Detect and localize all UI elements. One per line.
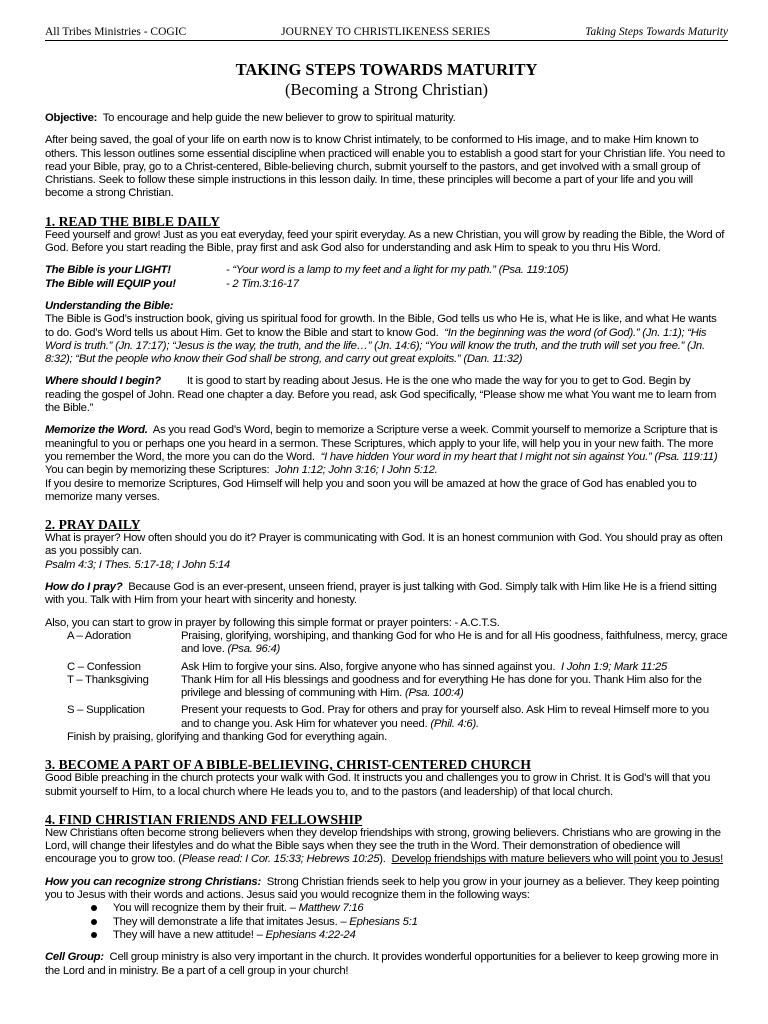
list-item [45, 916, 728, 929]
memorize-tail: You can begin by memorizing these Scriptures: [45, 464, 270, 477]
section-3-heading: 3. BECOME A PART OF A BIBLE-BELIEVING, CHRIST-CENTERED CHURCH [45, 757, 531, 773]
recognize-text: Strong Christian friends seek to help you grow in your journey as a believer. They keep pointing you to Jesus with their words and actions. Jesus said you would recognize them in the following ways: [45, 875, 720, 902]
how-pray-label: How do I pray? [45, 581, 123, 594]
acts-item [67, 630, 728, 657]
understanding-text: The Bible is God’s instruction book, giving us spiritual food for growth. In the Bible, God tells us who He is, what He is like, and what He wants to do. God’s Word tells us about Him. Get to know the Bible and start to know God. [45, 313, 717, 339]
memorize-refs: John 1:12; John 3:16; I John 5:12. [275, 464, 438, 477]
fellowship-close: ). [379, 853, 386, 866]
memorize-label: Memorize the Word. [45, 424, 148, 437]
header-ministry: All Tribes Ministries - COGIC [45, 26, 187, 38]
acts-ref: (Psa. 100:4) [404, 687, 464, 700]
recognize-list [45, 902, 728, 942]
acts-letter: S – Supplication [67, 704, 145, 717]
fellowship-text: New Christians often become strong believers when they develop friendships with strong, growing believers. Christians who are growing in the Lord, will change their lifestyles and do what the Bible says when they see the truth in the Word. Their demonstration of obedience will encourage you to grow too. ( [45, 826, 721, 866]
verse-label: The Bible is your LIGHT! [45, 264, 171, 277]
how-pray-text: Because God is an ever-present, unseen friend, prayer is just talking with God. Simply talk with Him like He is a friend sitting with you. Talk with Him from your heart with sincerity and honesty. [45, 581, 717, 607]
memorize-paragraph-2: If you desire to memorize Scriptures, God Himself will help you and soon you will be amazed at how the grace of God has enabled you to memorize many verses. [45, 477, 697, 503]
recognize-paragraph [45, 876, 728, 903]
cell-group-label: Cell Group: [45, 951, 104, 964]
memorize-text: As you read God’s Word, begin to memorize a Scripture verse a week. Commit yourself to memorize a Scripture that is meaningful to you or perhaps one you heard in a sermon. These Scriptures, which apply to your life, will help you in your new faith. The more you remember the Word, the more you can do the Word. [45, 424, 718, 463]
verse-value: - “Your word is a lamp to my feet and a light for my path.” (Psa. 119:105) [226, 264, 569, 277]
acts-item [67, 704, 728, 731]
memorize-quote: “I have hidden Your word in my heart that I might not sin against You.” (Psa. 119:11) [320, 450, 718, 463]
bullet-ref: Matthew 7:16 [298, 902, 364, 915]
bullet-icon [45, 916, 113, 929]
verse-value: - 2 Tim.3:16-17 [226, 277, 299, 290]
acts-text: Present your requests to God. Pray for others and pray for yourself also. Ask Him to reveal Himself more to you and to change you. Ask Him for whatever you need. [181, 704, 709, 730]
acts-desc [181, 704, 728, 731]
header-lesson: Taking Steps Towards Maturity [585, 26, 728, 38]
running-header [45, 26, 728, 41]
bullet-icon [45, 929, 113, 942]
acts-text: Thank Him for all His blessings and goodness and for everything He has done for you. Thank Him also for the privilege and blessing of communing with Him. [181, 673, 702, 700]
acts-ref: (Phil. 4:6). [430, 717, 479, 730]
bullet-text: You will recognize them by their fruit. – [113, 902, 296, 915]
page-title: TAKING STEPS TOWARDS MATURITY [235, 60, 538, 79]
understanding-paragraph [45, 313, 728, 366]
acts-letter: C – Confession [67, 660, 141, 673]
section-2-intro: What is prayer? How often should you do it? Prayer is communicating with God. It is an honest communion with God. You should pray as often as you possibly can. [45, 532, 723, 558]
list-item-text [113, 902, 363, 915]
list-item-text [113, 916, 418, 929]
understanding-quotes: “In the beginning was the word (of God).” (Jn. 1:1); “His Word is truth.” (Jn. 17:17); “Jesus is the way, the truth, and the life…” (Jn. 14:6); “You will know the truth, and the truth will set you free.” (Jn. 8:32); “But the people who know their God shall be strong, and carry out great exploits.” (Dan. 11:32) [45, 326, 707, 366]
acts-text: Praising, glorifying, worshiping, and thanking God for who He is and for all His goodness, faithfulness, mercy, grace and love. [181, 629, 728, 656]
acts-text: Ask Him to forgive your sins. Also, forgive anyone who has sinned against you. [181, 660, 556, 673]
document-page [45, 26, 728, 978]
objective-text: To encourage and help guide the new believer to grow to spiritual maturity. [102, 112, 456, 124]
fellowship-ref: Please read: I Cor. 15:33; Hebrews 10:25 [181, 853, 380, 866]
acts-item [67, 661, 728, 674]
cell-group-paragraph [45, 951, 728, 978]
acts-finish: Finish by praising, glorifying and thanking God for everything again. [67, 730, 387, 743]
how-pray-paragraph [45, 581, 728, 608]
objective-label: Objective: [45, 112, 98, 124]
bullet-icon [45, 902, 113, 915]
verse-row [45, 264, 728, 277]
acts-intro: Also, you can start to grow in prayer by following this simple format or prayer pointers: - A.C.T.S. [45, 616, 500, 629]
section-1-heading: 1. READ THE BIBLE DAILY [45, 213, 220, 229]
prayer-refs: Psalm 4:3; I Thes. 5:17-18; I John 5:14 [45, 558, 230, 571]
acts-letter: T – Thanksgiving [67, 673, 149, 686]
section-4-heading: 4. FIND CHRISTIAN FRIENDS AND FELLOWSHIP [45, 811, 363, 827]
list-item [45, 902, 728, 915]
section-2-heading: 2. PRAY DAILY [45, 517, 141, 533]
acts-letter: A – Adoration [67, 629, 131, 642]
page-subtitle: (Becoming a Strong Christian) [284, 80, 488, 99]
acts-ref: (Psa. 96:4) [227, 643, 281, 656]
cell-group-text: Cell group ministry is also very important in the church. It provides wonderful opportunities for a believer to keep growing more in the Lord and in ministry. Be a part of a cell group in your church! [45, 951, 719, 977]
verse-label: The Bible will EQUIP you! [45, 277, 176, 290]
acts-desc [181, 661, 728, 674]
recognize-label: How you can recognize strong Christians: [45, 875, 261, 888]
section-1-intro: Feed yourself and grow! Just as you eat everyday, feed your spirit everyday. As a new Christian, you will grow by reading the Bible, the Word of God. Before you start reading the Bible, pray first and ask God also for understanding and ask Him to speak to you thru His Word. [45, 228, 725, 255]
bullet-text: They will have a new attitude! – [113, 928, 263, 941]
understanding-label: Understanding the Bible: [45, 299, 174, 312]
bullet-ref: Ephesians 4:22-24 [265, 928, 356, 941]
acts-list [67, 630, 728, 744]
where-paragraph [45, 375, 728, 415]
header-series: JOURNEY TO CHRISTLIKENESS SERIES [281, 26, 491, 38]
bullet-text: They will demonstrate a life that imitates Jesus. – [113, 915, 347, 928]
fellowship-emphasis: Develop friendships with mature believers who will point you to Jesus! [391, 853, 724, 866]
verse-row [45, 278, 728, 291]
acts-desc [181, 674, 728, 701]
where-text: It is good to start by reading about Jesus. He is the one who made the way for you to get to God. Begin by reading the gospel of John. Read one chapter a day. Before you read, ask God specifically, “Please show me what You want me to learn from the Bible.” [45, 375, 717, 415]
bullet-ref: Ephesians 5:1 [349, 915, 418, 928]
acts-desc [181, 630, 728, 657]
section-3-text: Good Bible preaching in the church protects your walk with God. It instructs you and challenges you to grow in Christ. It is God’s will that you submit yourself to Him, to a local church where He leads you to, and to the pastors (and leadership) of that local church. [45, 772, 711, 798]
objective [45, 112, 728, 125]
section-4-intro [45, 827, 728, 867]
list-item [45, 929, 728, 942]
acts-ref: I John 1:9; Mark 11:25 [561, 660, 668, 673]
intro-paragraph: After being saved, the goal of your life on earth now is to know Christ intimately, to be conformed to His image, and to make Him known to others. This lesson outlines some essential discipline when practiced will enable you to establish a good start for your Christian life. You need to read your Bible, pray, go to a Christ-centered, Bible-believing church, submit yourself to the pastors, and get involved with a small group of Christians. Seek to follow these simple instructions in this lesson daily. In time, these principles will become a part of your life and you will become a strong Christian. [45, 134, 725, 200]
list-item-text [113, 929, 355, 942]
bible-verse-table [45, 264, 728, 291]
acts-item [67, 674, 728, 701]
memorize-paragraph [45, 424, 728, 477]
where-label: Where should I begin? [45, 375, 161, 388]
